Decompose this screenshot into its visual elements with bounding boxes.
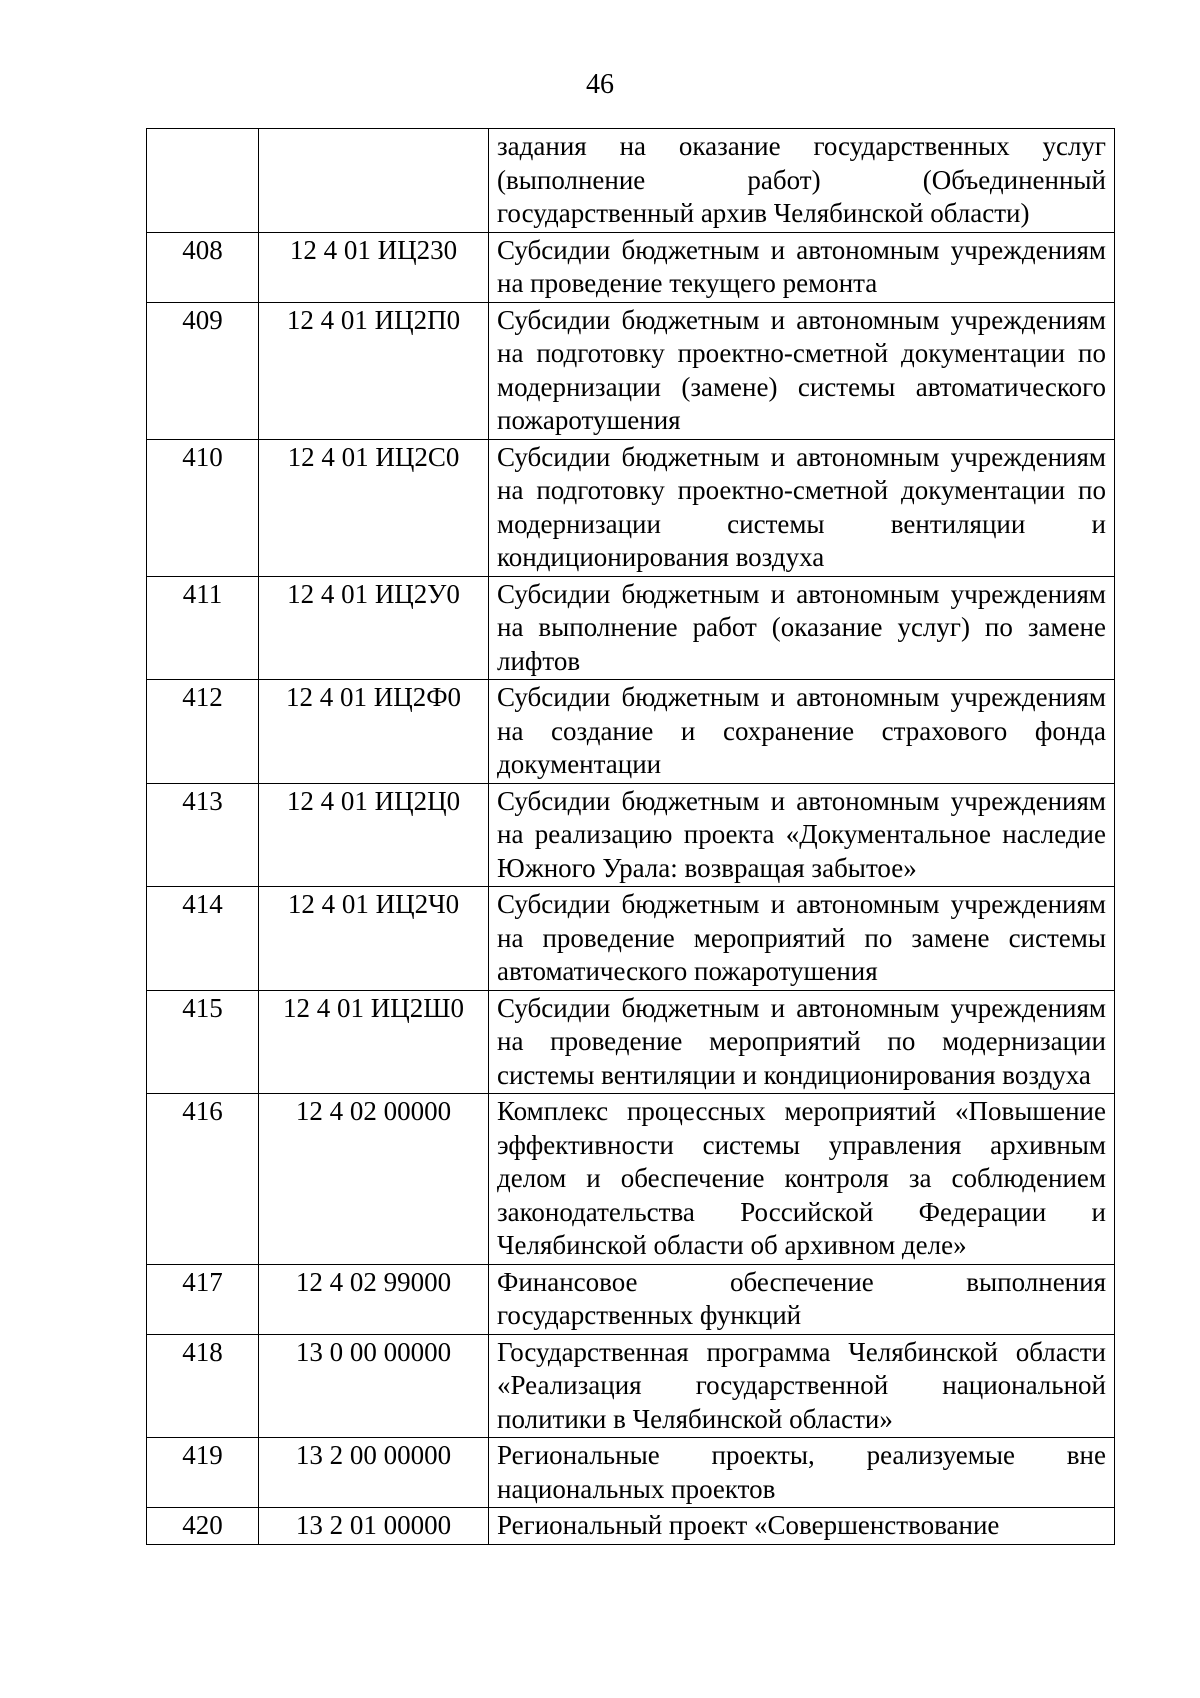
description-cell: Субсидии бюджетным и автономным учреждениям на подготовку проектно-сметной документации по модернизации системы вентиляции и кондиционирования воздуха	[489, 439, 1115, 576]
description-cell: Субсидии бюджетным и автономным учреждениям на реализацию проекта «Документальное наследие Южного Урала: возвращая забытое»	[489, 783, 1115, 887]
classification-code-cell	[259, 129, 489, 233]
row-number-cell: 420	[147, 1508, 259, 1545]
description-cell: Комплекс процессных мероприятий «Повышение эффективности системы управления архивным делом и обеспечение контроля за соблюдением законодательства Российской Федерации и Челябинской области об архивном деле»	[489, 1094, 1115, 1265]
table-body	[147, 129, 1115, 1545]
classification-code-cell: 12 4 02 99000	[259, 1264, 489, 1334]
table-row	[147, 1094, 1115, 1265]
row-number-cell: 416	[147, 1094, 259, 1265]
description-cell: Субсидии бюджетным и автономным учреждениям на выполнение работ (оказание услуг) по замене лифтов	[489, 576, 1115, 680]
table-row	[147, 990, 1115, 1094]
description-cell: Региональный проект «Совершенствование	[489, 1508, 1115, 1545]
row-number-cell: 408	[147, 232, 259, 302]
row-number-cell: 410	[147, 439, 259, 576]
description-cell: Финансовое обеспечение выполнения государственных функций	[489, 1264, 1115, 1334]
table-row	[147, 129, 1115, 233]
table-row	[147, 1264, 1115, 1334]
table-row	[147, 680, 1115, 784]
row-number-cell: 413	[147, 783, 259, 887]
classification-code-cell: 12 4 01 ИЦ2С0	[259, 439, 489, 576]
table-row	[147, 1334, 1115, 1438]
row-number-cell: 414	[147, 887, 259, 991]
description-cell: Субсидии бюджетным и автономным учреждениям на подготовку проектно-сметной документации по модернизации (замене) системы автоматического пожаротушения	[489, 302, 1115, 439]
classification-code-cell: 13 0 00 00000	[259, 1334, 489, 1438]
classification-code-cell: 12 4 01 ИЦ2У0	[259, 576, 489, 680]
budget-classification-table	[146, 128, 1115, 1545]
classification-code-cell: 12 4 01 ИЦ2П0	[259, 302, 489, 439]
table-row	[147, 232, 1115, 302]
description-cell: Государственная программа Челябинской области «Реализация государственной национальной политики в Челябинской области»	[489, 1334, 1115, 1438]
classification-code-cell: 12 4 01 ИЦ2Ч0	[259, 887, 489, 991]
row-number-cell: 417	[147, 1264, 259, 1334]
table-row	[147, 1438, 1115, 1508]
classification-code-cell: 12 4 01 ИЦ2Ш0	[259, 990, 489, 1094]
description-cell: задания на оказание государственных услуг (выполнение работ) (Объединенный государственный архив Челябинской области)	[489, 129, 1115, 233]
row-number-cell: 411	[147, 576, 259, 680]
row-number-cell: 409	[147, 302, 259, 439]
description-cell: Региональные проекты, реализуемые вне национальных проектов	[489, 1438, 1115, 1508]
description-cell: Субсидии бюджетным и автономным учреждениям на проведение текущего ремонта	[489, 232, 1115, 302]
classification-code-cell: 12 4 02 00000	[259, 1094, 489, 1265]
classification-code-cell: 12 4 01 ИЦ2Ф0	[259, 680, 489, 784]
description-cell: Субсидии бюджетным и автономным учреждениям на создание и сохранение страхового фонда документации	[489, 680, 1115, 784]
classification-code-cell: 13 2 00 00000	[259, 1438, 489, 1508]
description-cell: Субсидии бюджетным и автономным учреждениям на проведение мероприятий по замене системы автоматического пожаротушения	[489, 887, 1115, 991]
table-row	[147, 576, 1115, 680]
row-number-cell: 412	[147, 680, 259, 784]
table-row	[147, 783, 1115, 887]
description-cell: Субсидии бюджетным и автономным учреждениям на проведение мероприятий по модернизации системы вентиляции и кондиционирования воздуха	[489, 990, 1115, 1094]
classification-code-cell: 13 2 01 00000	[259, 1508, 489, 1545]
table-row	[147, 887, 1115, 991]
table-row	[147, 302, 1115, 439]
row-number-cell: 418	[147, 1334, 259, 1438]
row-number-cell	[147, 129, 259, 233]
table-row	[147, 439, 1115, 576]
classification-code-cell: 12 4 01 ИЦ2Ц0	[259, 783, 489, 887]
classification-code-cell: 12 4 01 ИЦ230	[259, 232, 489, 302]
table-row	[147, 1508, 1115, 1545]
page-number: 46	[586, 69, 614, 100]
row-number-cell: 415	[147, 990, 259, 1094]
row-number-cell: 419	[147, 1438, 259, 1508]
